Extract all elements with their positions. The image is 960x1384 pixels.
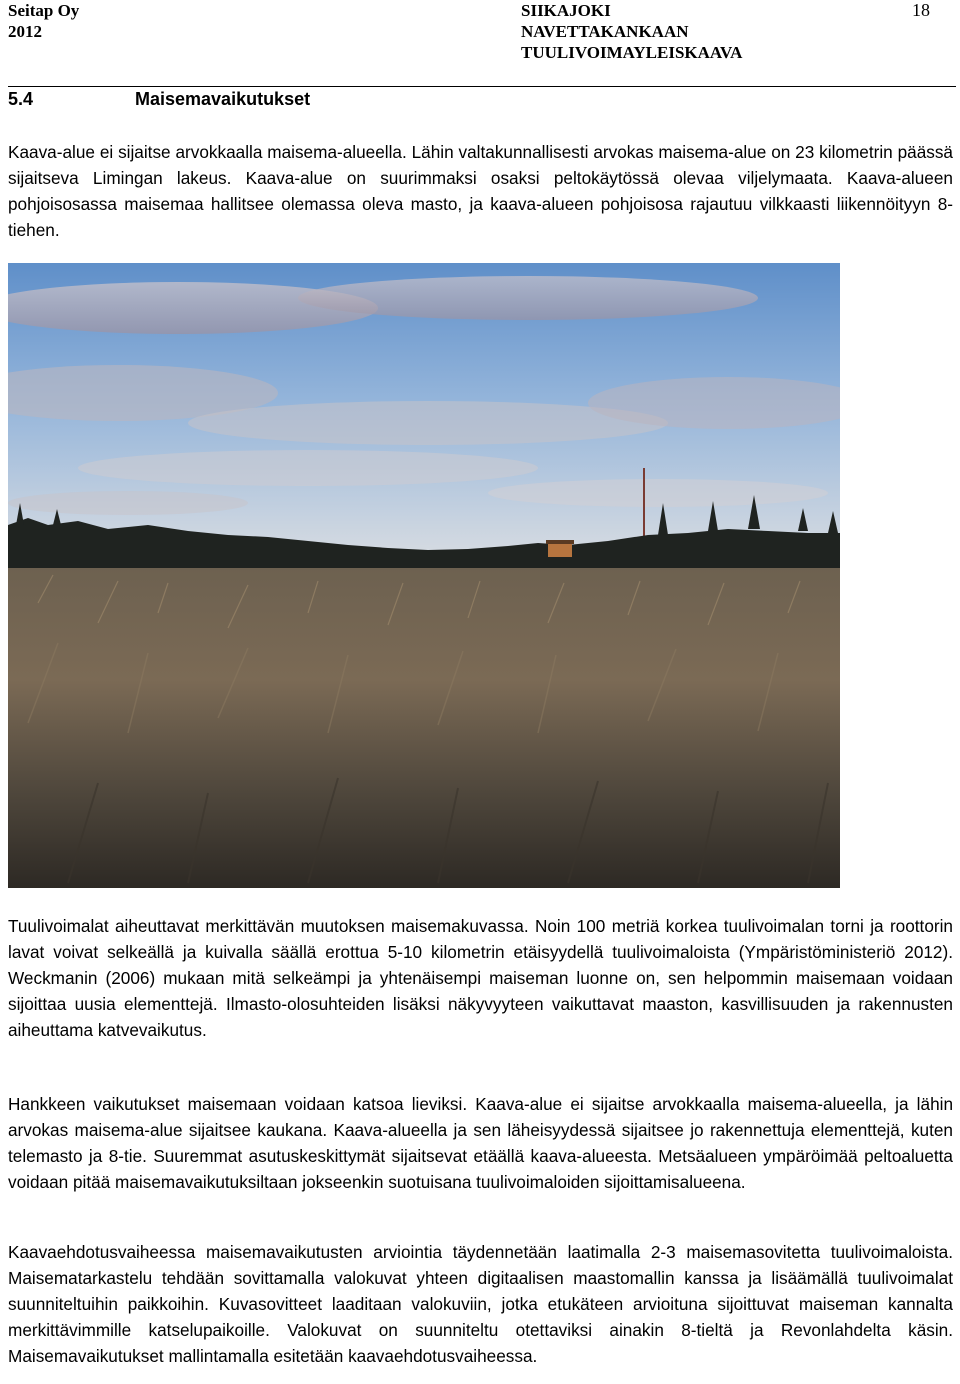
page-number: 18: [912, 0, 930, 20]
section-title: Maisemavaikutukset: [135, 89, 311, 109]
landscape-photo: [8, 263, 840, 888]
header-center: [521, 0, 742, 63]
header-plan: TUULIVOIMAYLEISKAAVA: [521, 43, 743, 62]
header-divider: [8, 86, 956, 87]
section-heading: [8, 89, 310, 110]
paragraph-intro: Kaava-alue ei sijaitse arvokkaalla maisema-alueella. Lähin valtakunnallisesti arvokas maisema-alue on 23 kilometrin päässä sijaitseva Limingan lakeus. Kaava-alue on suurimmaksi osaksi peltokäytössä olevaa viljelymaata. Kaava-alueen pohjoisosassa maisemaa hallitsee olemassa oleva masto, ja kaava-alueen pohjoisosa rajautuu vilkkaasti liikennöityyn 8-tiehen.: [8, 142, 953, 240]
paragraph-impact: Tuulivoimalat aiheuttavat merkittävän muutoksen maisemakuvassa. Noin 100 metriä korkea tuulivoimalan torni ja roottorin lavat voivat selkeällä ja kuivalla säällä erottua 5-10 kilometrin etäisyydellä tuulivoimaloista (Ympäristöministeriö 2012). Weckmanin (2006) mukaan mitä selkeämpi ja yhtenäisempi maiseman luonne on, sen helpommin maisemaan voidaan sijoittaa uusia elementtejä. Ilmasto-olosuhteiden lisäksi näkyvyyteen vaikuttavat maaston, kasvillisuuden ja rakennusten aiheuttama katvevaikutus.: [8, 916, 953, 1040]
company-name: Seitap Oy: [8, 1, 80, 20]
page-header: [0, 0, 960, 90]
paragraph-next-steps: Kaavaehdotusvaiheessa maisemavaikutusten arviointia täydennetään laatimalla 2-3 maisemasovitetta tuulivoimaloista. Maisematarkastelu tehdään sovittamalla valokuvat yhteen digitaalisen maastomallin kanssa ja lisäämällä tuulivoimalat suunniteltuihin paikkoihin. Kuvasovitteet laaditaan valokuviin, jotka etukäteen arvioituna sijoittuvat maiseman kannalta merkittävimmille katselupaikoille. Valokuvat on suunniteltu otettaviksi ainakin 8-tieltä ja Revonlahdelta käsin. Maisemavaikutukset mallintamalla esitetään kaavaehdotusvaiheessa.: [8, 1242, 953, 1366]
header-left: [8, 0, 79, 42]
header-year: 2012: [8, 22, 42, 41]
paragraph-assessment: Hankkeen vaikutukset maisemaan voidaan katsoa lieviksi. Kaava-alue ei sijaitse arvokkaalla maisema-alueella, ja lähin arvokas maisema-alue sijaitsee kaukana. Kaava-alueella ja sen läheisyydessä sijaitsee jo rakennettuja elementtejä, kuten telemasto ja 8-tie. Suuremmat asutuskeskittymät sijaitsevat etäällä kaava-alueesta. Metsäalueen ympäröimää peltoaluetta voidaan pitää maisemavaikutuksiltaan jokseenkin suotuisana tuulivoimaloiden sijoittamisalueena.: [8, 1094, 953, 1192]
section-number: 5.4: [8, 89, 34, 109]
header-place: SIIKAJOKI: [521, 1, 611, 20]
header-area: NAVETTAKANKAAN: [521, 22, 689, 41]
